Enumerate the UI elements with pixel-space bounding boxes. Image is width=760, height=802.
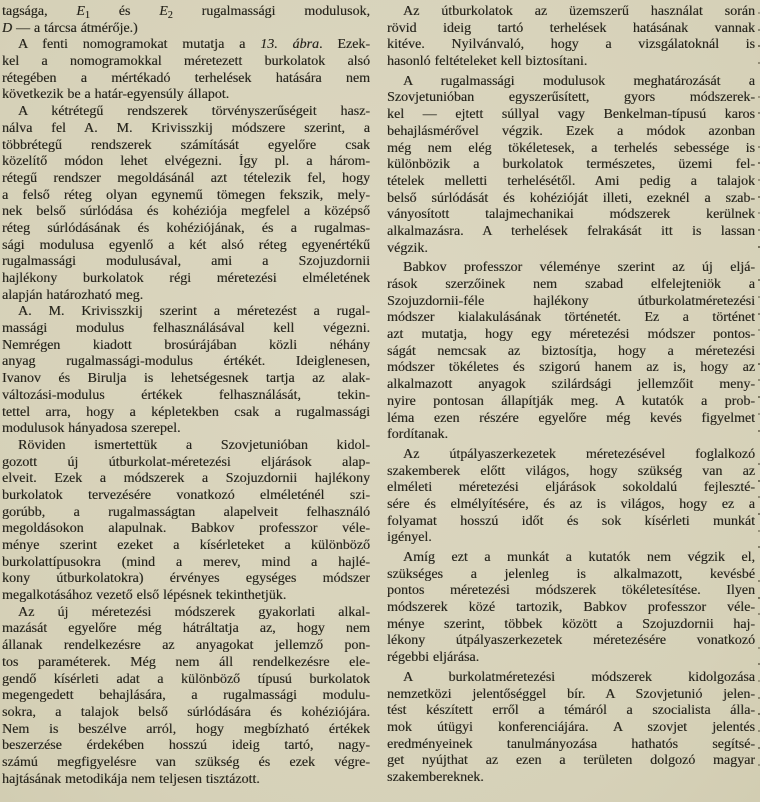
text-line: alkalmazásra. A terhelések felrakását itt is lassan bbox=[387, 223, 755, 239]
text-line: rövid ideig tartó terhelések hatásának vannak bbox=[387, 20, 755, 36]
text-line: rások szerzőinek nem szabad elfelejteniök a bbox=[387, 277, 755, 292]
text-line: A. M. Krivisszkij szerint a méretezést a rugal- bbox=[18, 304, 370, 320]
text-line: többrétegű rendszerek számítását egyelőre csak bbox=[2, 137, 370, 153]
text-line: állanak rendelkezésre az anyagokat jellemző pon- bbox=[2, 638, 370, 654]
text-line: Röviden ismertettük a Szovjetunióban kidol- bbox=[18, 437, 370, 453]
text-line: beszerzése érdekében hosszú ideig tartó, nagy- bbox=[2, 738, 370, 754]
text-line: nálva fel A. M. Krivisszkij módszere szerint, a bbox=[2, 120, 370, 136]
text-line: tos paraméterek. Még nem áll rendelkezésre ele- bbox=[2, 654, 370, 670]
subscript-run: 2 bbox=[167, 10, 173, 21]
text-line bbox=[2, 21, 370, 38]
text-line: módszer kialakulásának történetét. Ez a történet bbox=[387, 310, 755, 326]
text-line: behajlásmérővel végzik. Ezek a módok azonban bbox=[387, 123, 755, 139]
text-line: tettel arra, hogy a képletekben csak a rugalmassági bbox=[2, 404, 370, 420]
text-line: burkolatok tervezésére vonatkozó elméleténél szi- bbox=[2, 487, 370, 503]
text-line: mazását egyelőre még hátráltatja az, hogy nem bbox=[2, 621, 370, 637]
text-line: gorúbb, a rugalmasságtan alapelveit felhasználó bbox=[2, 504, 370, 520]
text-line: massági modulus felhasználásával kell végezni. bbox=[2, 321, 370, 337]
text-line: Az útpályaszerkezetek méretezésével foglalkozó bbox=[403, 446, 755, 462]
text-line: kony útburkolatokra) érvényes egységes módszer bbox=[2, 571, 370, 587]
text-line: A kétrétegű rendszerek törvényszerűségeit hasz- bbox=[18, 104, 370, 120]
text-line: kel a nomogramokkal méretezett burkolatok alsó bbox=[2, 54, 370, 70]
text-line: következik be a határ-egyensúly állapot. bbox=[2, 87, 230, 103]
text-line: sági modulusa egyenlő a két alsó réteg egyenértékű bbox=[2, 237, 370, 253]
paragraph bbox=[2, 4, 370, 37]
text-line: ságát nemcsak az biztosítja, hogy a méretezési bbox=[387, 343, 755, 359]
text-line: A rugalmassági modulusok meghatározását a bbox=[403, 73, 755, 89]
text-line: fordítanak. bbox=[387, 427, 449, 443]
text-run: és bbox=[89, 4, 160, 19]
text-run: — a tárcsa átmérője.) bbox=[12, 20, 138, 36]
paragraph bbox=[387, 260, 755, 444]
text-line: régebbi eljárása. bbox=[387, 650, 480, 666]
text-run: A fenti nomogramokat mutatja a bbox=[18, 37, 261, 53]
paragraph bbox=[2, 605, 370, 789]
text-line: folyamat hosszú időt és sok kísérleti munkát bbox=[387, 513, 755, 529]
text-line: gozott új útburkolat-méretezési eljárások alap- bbox=[2, 454, 370, 470]
text-line: kel — ejtett súllyal vagy Benkelman-típusú karos bbox=[387, 107, 755, 123]
text-line: szakembereknek. bbox=[387, 769, 484, 785]
text-line: A burkolatméretezési módszerek kidolgozása bbox=[403, 669, 755, 685]
text-line: még nem elég tökéletesek, a terhelés sebessége is bbox=[387, 140, 755, 156]
text-line: Szovjetunióban egyszerűsített, gyors módszerek- bbox=[387, 90, 755, 106]
paragraph bbox=[387, 550, 755, 667]
italic-run: E bbox=[159, 4, 168, 19]
text-line: szakemberek előtt világos, hogy szükség van az bbox=[387, 463, 755, 479]
right-column bbox=[387, 4, 755, 802]
text-line: sére és elmélyítésére, és az is világos, hogy ez a bbox=[387, 496, 755, 512]
text-line: ványosított talajmechanikai módszerek kerülnek bbox=[387, 207, 755, 223]
text-line: rétegében a mértékadó terhelések hatására nem bbox=[2, 70, 370, 86]
paragraph bbox=[2, 304, 370, 438]
paragraph bbox=[2, 104, 370, 304]
text-line: modulusok hányadosa szerepel. bbox=[2, 421, 181, 437]
text-line: különbözik a burkolatok természetes, üzemi fel- bbox=[387, 157, 755, 173]
text-line: Az útburkolatok az üzemszerű használat során bbox=[403, 4, 755, 19]
text-line: léma ezen részére egyelőre még kevés figyelmet bbox=[387, 410, 755, 426]
text-line: belső súrlódását és kohézióját illeti, ezeknél a szab- bbox=[387, 190, 755, 206]
text-line: Nemrégen kiadott brosúrájában közli néhány bbox=[2, 337, 370, 353]
text-line: hasonló feltételeket kell biztosítani. bbox=[387, 54, 588, 70]
text-line: eredményeinek tanulmányozása hathatós segítsé- bbox=[387, 736, 755, 752]
text-line: Amíg ezt a munkát a kutatók nem végzik el, bbox=[403, 550, 755, 565]
paragraph bbox=[387, 447, 755, 547]
text-line: mok útügyi konferenciájára. A szovjet jelentés bbox=[387, 719, 755, 735]
text-line: elveit. Ezek a módszerek a Szojuzdornii hajlékony bbox=[2, 471, 370, 487]
text-line: hajlékony burkolatok régi méretezési elméletének bbox=[2, 271, 370, 286]
text-line: tést készített erről a témáról a szocialista álla- bbox=[387, 703, 755, 719]
paragraph bbox=[2, 37, 370, 104]
text-line: szükséges a jelenleg is alkalmazott, kevésbé bbox=[387, 566, 755, 582]
text-line: réteg súrlódásának és kohéziójának, és a rugalmas- bbox=[2, 220, 370, 236]
paragraph bbox=[387, 74, 755, 258]
text-line: pontos méretezési módszerek tökéletesítése. Ilyen bbox=[387, 583, 755, 599]
text-line: Babkov professzor véleménye szerint az új eljá- bbox=[403, 260, 755, 276]
text-line: változási-modulus értékek felhasználását, tekin- bbox=[2, 387, 370, 403]
text-line: kitéve. Nyilvánvaló, hogy a vizsgálatoknál is bbox=[387, 37, 755, 53]
text-line: lékony útpályaszerkezetek méretezésére vonatkozó bbox=[387, 633, 755, 649]
text-line: rétegű rendszer megoldásánál azt tételezik fel, hogy bbox=[2, 170, 370, 186]
text-line: közelítő módon lehet elvégezni. Így pl. a három- bbox=[2, 154, 370, 170]
text-line: hajtásának metodikája nem teljesen tisztázott. bbox=[2, 771, 260, 787]
text-run: rugalmassági modulusok, bbox=[172, 4, 370, 19]
text-line: ménye szerint ezeket a kísérleteket a különböző bbox=[2, 538, 370, 553]
text-line: Nem is beszélve arról, hogy megbízható értékek bbox=[2, 721, 370, 737]
text-line: módszerek közé tartozik, Babkov professzor véle- bbox=[387, 600, 755, 616]
text-line bbox=[2, 37, 370, 54]
paragraph bbox=[387, 4, 755, 71]
text-line: Szojuzdornii-féle hajlékony útburkolatméretezési bbox=[387, 293, 755, 309]
left-column bbox=[2, 4, 370, 802]
text-line: nyire pontosan állapítják meg. A kutatók a prob- bbox=[387, 393, 755, 409]
text-line: alapján határozható meg. bbox=[2, 287, 144, 303]
text-line: sokra, a talajok belső súrlódására és kohéziójára. bbox=[2, 704, 370, 720]
italic-run: D bbox=[2, 20, 13, 36]
subscript-run: 1 bbox=[84, 10, 90, 21]
text-line: gendő kísérleti adat a különböző típusú burkolatok bbox=[2, 671, 370, 687]
text-line: ménye szerint, többek között a Szojuzdornii haj- bbox=[387, 616, 755, 632]
text-line: megalkotásához vezető első lépésnek tekinthetjük. bbox=[2, 588, 287, 604]
text-run: . Ezek- bbox=[319, 37, 370, 53]
text-line: módszer tökéletes és szigorú hanem az is, hogy az bbox=[387, 360, 755, 376]
text-line: Ivanov és Birulja is lehetségesnek tartja az alak- bbox=[2, 371, 370, 387]
text-line bbox=[2, 4, 370, 21]
text-line: megengedett behajlására, a rugalmassági modulu- bbox=[2, 688, 370, 704]
text-line: megoldásokon alapulnak. Babkov professzor véle- bbox=[2, 521, 370, 537]
italic-run: E bbox=[76, 4, 85, 19]
text-line: get nyújthat az ezen a területen dolgozó magyar bbox=[387, 753, 755, 769]
text-line: Az új méretezési módszerek gyakorlati alkal- bbox=[18, 604, 370, 620]
text-line: alkalmazott anyagok szilárdsági jellemzőit meny- bbox=[387, 377, 755, 393]
text-line: anyag rugalmassági-modulus értékét. Ideiglenesen, bbox=[2, 354, 370, 370]
text-line: a felső réteg olyan egynemű tömegen fekszik, mely- bbox=[2, 187, 370, 203]
text-line: nemzetközi jelentőséggel bír. A Szovjetunió jelen- bbox=[387, 686, 755, 702]
text-line: azt mutatja, hogy egy méretezési módszer pontos- bbox=[387, 327, 755, 343]
text-run: tagsága, bbox=[2, 4, 77, 19]
paragraph bbox=[387, 670, 755, 787]
text-line: rugalmassági modulusával, ami a Szojuzdornii bbox=[2, 254, 370, 270]
text-line: igényel. bbox=[387, 530, 432, 546]
text-line: burkolattípusokra (mind a merev, mind a hajlé- bbox=[2, 554, 370, 570]
text-line: tételek melletti terhelésétől. Ami pedig a talajok bbox=[387, 173, 755, 189]
italic-run: 13. ábra bbox=[260, 37, 320, 53]
paragraph bbox=[2, 438, 370, 605]
text-line: számú megfigyelésre van szükség és ezek végre- bbox=[2, 754, 370, 770]
text-line: nek belső súrlódása és kohéziója megfelel a középső bbox=[2, 204, 370, 220]
text-line: elméleti méretezési eljárások sokoldalú fejleszté- bbox=[387, 480, 755, 496]
text-line: végzik. bbox=[387, 240, 428, 256]
